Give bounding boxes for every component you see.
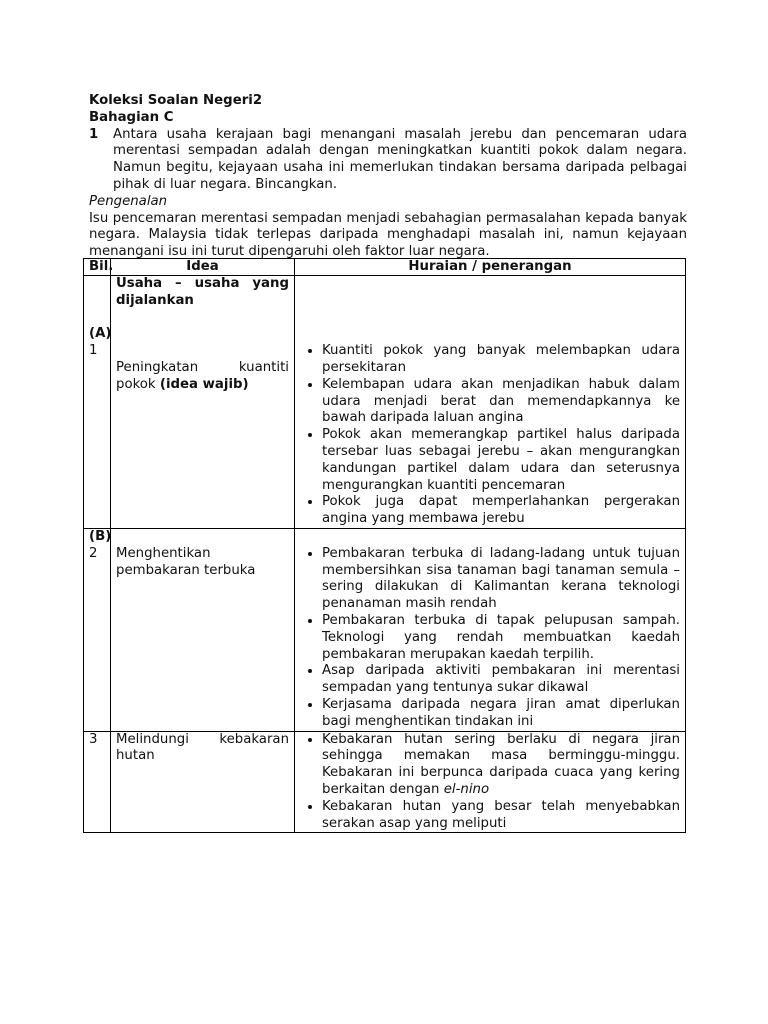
list-item: • Asap daripada aktiviti pembakaran ini merentasi sempadan yang tentunya sukar dikawal — [322, 663, 680, 697]
group-heading: Usaha – usaha yang dijalankan — [116, 276, 289, 308]
el-nino-term: el-nino — [443, 781, 490, 797]
row-number-cell — [84, 276, 111, 529]
idea-cell — [111, 731, 295, 833]
idea-note: (idea wajib) — [159, 376, 249, 392]
list-item: • Pembakaran terbuka di tapak pelupusan sampah. Teknologi yang rendah membuatkan kaedah pembakaran merupakan kaedah terpilih. — [322, 613, 680, 663]
list-item: • Kebakaran hutan yang besar telah menyebabkan serakan asap yang meliputi — [322, 799, 680, 833]
description-cell — [295, 731, 686, 833]
row-number: 2 — [89, 545, 98, 561]
table-row — [84, 276, 686, 529]
idea-text: Menghentikan pembakaran terbuka — [116, 545, 256, 578]
intro-heading: Pengenalan — [89, 193, 168, 209]
idea-text: Melindungi kebakaran hutan — [116, 731, 289, 764]
row-number: 3 — [89, 731, 98, 747]
description-list — [300, 343, 680, 528]
question-number: 1 — [89, 126, 99, 142]
intro-paragraph: Isu pencemaran merentasi sempadan menjadi sebahagian permasalahan kepada banyak negara. Malaysia tidak terlepas daripada menghadapi masalah ini, namun kejayaan menangani isu ini turut dipengaruhi oleh faktor luar negara. — [89, 210, 687, 260]
question — [89, 127, 687, 194]
table-header-row — [84, 259, 686, 276]
group-label: (B) — [89, 528, 112, 544]
question-text: Antara usaha kerajaan bagi menangani masalah jerebu dan pencemaran udara merentasi sempadan adalah dengan meningkatkan kuantiti pokok dalam negara. Namun begitu, kejayaan usaha ini memerlukan tindakan bersama daripada pelbagai pihak di luar negara. Bincangkan. — [113, 126, 687, 192]
document-title: Koleksi Soalan Negeri2 — [89, 93, 263, 108]
table-row — [84, 731, 686, 833]
description-list — [300, 546, 680, 731]
list-item: • Kerjasama daripada negara jiran amat diperlukan bagi menghentikan tindakan ini — [322, 697, 680, 731]
row-number-cell — [84, 528, 111, 731]
list-item: • Kebakaran hutan sering berlaku di negara jiran sehingga memakan masa berminggu-minggu. Kebakaran ini berpunca daripada cuaca yang kering berkaitan dengan el-nino — [322, 732, 680, 799]
list-item: • Kelembapan udara akan menjadikan habuk dalam udara menjadi berat dan memendapkannya ke bawah daripada laluan angina — [322, 377, 680, 427]
idea-cell — [111, 276, 295, 529]
row-number-cell — [84, 731, 111, 833]
description-cell — [295, 528, 686, 731]
idea-text: Peningkatan kuantiti pokok (idea wajib) — [116, 359, 289, 392]
list-item: • Pokok akan memerangkap partikel halus daripada tersebar luas sebagai jerebu – akan mengurangkan kandungan partikel dalam udara dan seterusnya mengurangkan kuantiti pencemaran — [322, 427, 680, 494]
document-page — [89, 93, 687, 261]
answer-table — [83, 258, 686, 833]
section-heading: Bahagian C — [89, 109, 174, 125]
row-number: 1 — [89, 343, 98, 359]
header-idea: Idea — [111, 259, 295, 276]
list-item: • Kuantiti pokok yang banyak melembapkan udara persekitaran — [322, 343, 680, 377]
list-item: • Pembakaran terbuka di ladang-ladang untuk tujuan membersihkan sisa tanaman bagi tanaman semula – sering dilakukan di Kalimantan kerana teknologi penanaman masih rendah — [322, 546, 680, 613]
table-row — [84, 528, 686, 731]
group-label: (A) — [89, 326, 112, 342]
header-bil: Bil. — [84, 259, 111, 276]
list-item: • Pokok juga dapat memperlahankan pergerakan angina yang membawa jerebu — [322, 494, 680, 528]
description-list — [300, 732, 680, 833]
idea-cell — [111, 528, 295, 731]
header-huraian: Huraian / penerangan — [295, 259, 686, 276]
description-cell — [295, 276, 686, 529]
